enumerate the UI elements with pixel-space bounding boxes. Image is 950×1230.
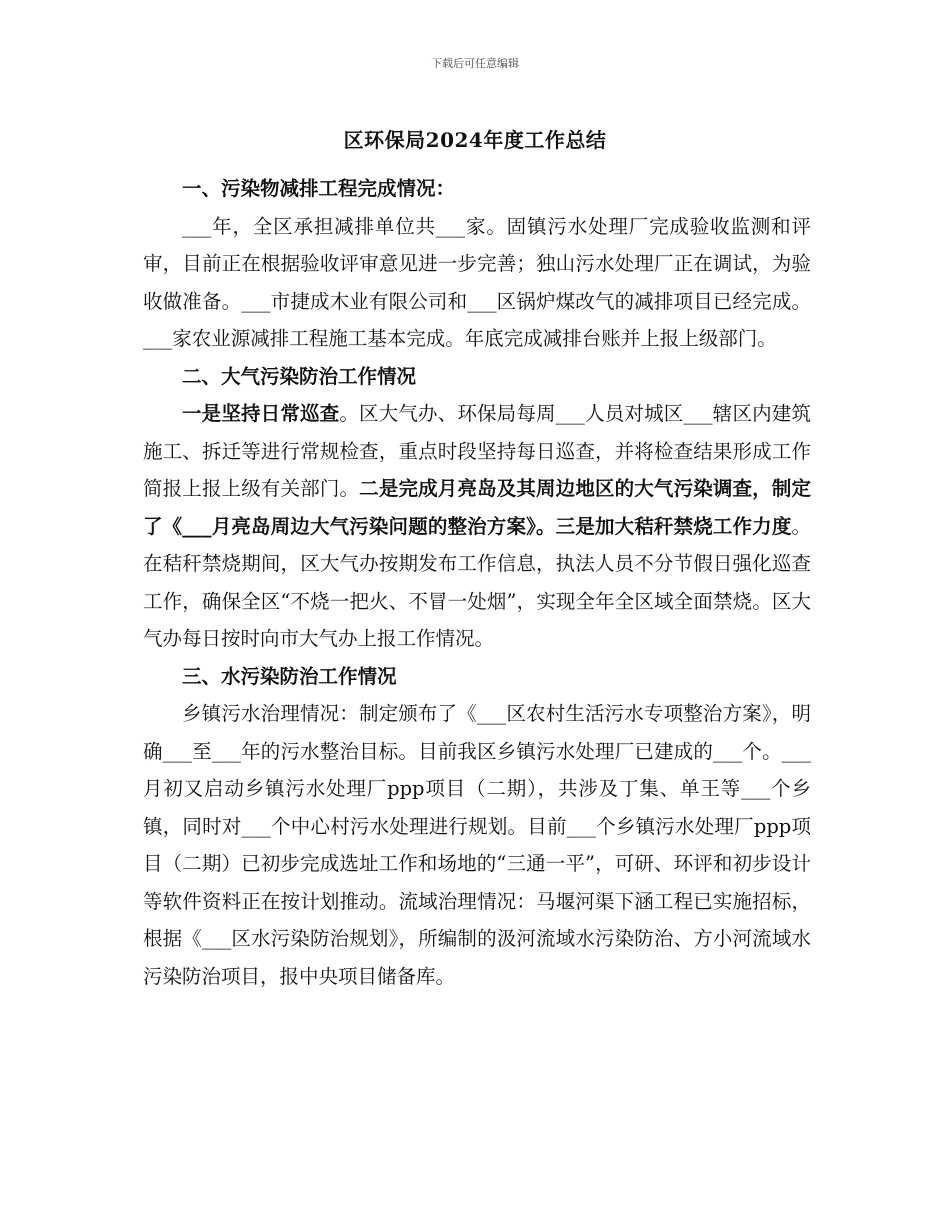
section-heading-water-pollution: 三、水污染防治工作情况 [182,664,397,688]
section-heading-air-pollution: 二、大气污染防治工作情况 [182,364,417,388]
section-paragraph-air-pollution [143,395,811,658]
header-note: 下载后可任意编辑 [431,57,519,70]
bold-run-daily-patrol: 一是坚持日常巡查 [182,402,340,425]
document-title: 区环保局2024年度工作总结 [343,128,607,152]
document-body [143,170,811,995]
text-run-straw-burning: 。在秸秆禁烧期间，区大气办按期发布工作信息，执法人员不分节假日强化巡查工作，确保全区“不烧一把火、不冒一处烟”，实现全年全区域全面禁烧。区大气办每日按时向市大气办上报工作情况。 [143,514,811,650]
bold-run-moon-island: 二是完成月亮岛及其周边地区的大气污染调查，制定了《___月亮岛周边大气污染问题的整治方案》。三是加大秸秆禁烧工作力度 [143,477,811,538]
text-run-patrol-detail: 。区大气办、环保局每周___人员对城区___辖区内建筑施工、拆迁等进行常规检查，重点时段坚持每日巡查，并将检查结果形成工作简报上报上级有关部门。 [143,402,811,500]
section-paragraph-emission-reduction: ___年，全区承担减排单位共___家。固镇污水处理厂完成验收监测和评审，目前正在根据验收评审意见进一步完善；独山污水处理厂正在调试，为验收做准备。___市捷成木业有限公司和___区锅炉煤改气的减排项目已经完成。___家农业源减排工程施工基本完成。年底完成减排台账并上报上级部门。 [143,214,811,350]
section-heading-emission-reduction: 一、污染物减排工程完成情况： [182,177,456,200]
section-paragraph-water-pollution: 乡镇污水治理情况：制定颁布了《___区农村生活污水专项整治方案》，明确___至___年的污水整治目标。目前我区乡镇污水处理厂已建成的___个。___月初又启动乡镇污水处理厂ppp项目（二期），共涉及丁集、单王等___个乡镇，同时对___个中心村污水处理进行规划。目前___个乡镇污水处理厂ppp项目（二期）已初步完成选址工作和场地的“三通一平”，可研、环评和初步设计等软件资料正在按计划推动。流域治理情况：马堰河渠下涵工程已实施招标，根据《___区水污染防治规划》，所编制的汲河流域水污染防治、方小河流域水污染防治项目，报中央项目储备库。 [143,702,811,988]
